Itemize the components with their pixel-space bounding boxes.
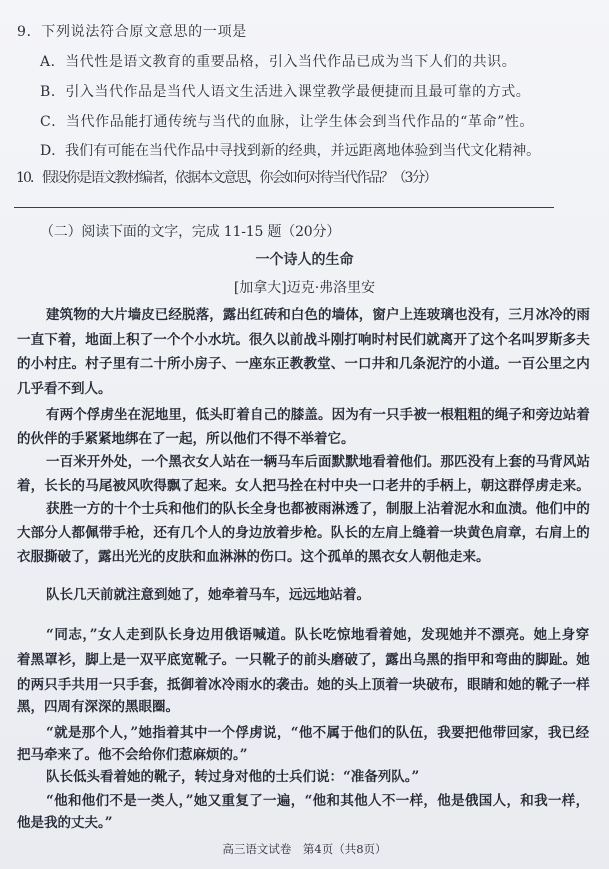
story-line: 的小村庄。村子里有二十所小房子、一座东正教教堂、一口井和几条泥泞的小道。一百公里之内 bbox=[17, 356, 590, 372]
story-line: 有两个俘虏坐在泥地里，低头盯着自己的膝盖。因为有一只手被一根粗粗的绳子和旁边站着 bbox=[46, 407, 590, 423]
question-9-option-c: C．当代作品能打通传统与当代的血脉，让学生体会到当代作品的“革命”性。 bbox=[40, 114, 535, 130]
question-9-stem: 9．下列说法符合原文意思的一项是 bbox=[17, 24, 247, 40]
story-line: 获胜一方的十个士兵和他们的队长全身也都被雨淋透了，制服上沾着泥水和血渍。他们中的 bbox=[46, 501, 590, 517]
question-9-option-a: A．当代性是语文教育的重要品格，引入当代作品已成为当下人们的共识。 bbox=[40, 54, 517, 70]
story-line: 建筑物的大片墙皮已经脱落，露出红砖和白色的墙体，窗户上连玻璃也没有，三月冰冷的雨 bbox=[46, 307, 590, 323]
story-line: “就是那个人，”她指着其中一个俘虏说，“他不属于他们的队伍，我要把他带回家，我已经 bbox=[46, 725, 590, 741]
story-line: 的两只手共用一只手套，抵御着冰冷雨水的袭击。她的头上顶着一块破布，眼睛和她的靴子一样 bbox=[17, 677, 590, 693]
story-line: 大部分人都佩带手枪，还有几个人的身边放着步枪。队长的左肩上缝着一块黄色肩章，右肩上的 bbox=[17, 525, 590, 541]
story-line: 几乎看不到人。 bbox=[17, 381, 112, 397]
story-line: 衣服撕破了，露出光光的皮肤和血淋淋的伤口。这个孤单的黑衣女人朝他走来。 bbox=[17, 549, 490, 565]
story-line: 着，长长的马尾被风吹得飘了起来。女人把马拴在村中央一口老井的手柄上，朝这群俘虏走来。 bbox=[17, 478, 590, 494]
story-line: 着黑罩衫，脚上是一双平底宽靴子。一只靴子的前头磨破了，露出乌黑的指甲和弯曲的脚趾。她 bbox=[17, 652, 590, 668]
section-header: （二）阅读下面的文字，完成 11-15 题（20分） bbox=[40, 224, 341, 240]
story-line: 队长几天前就注意到她了，她牵着马车，远远地站着。 bbox=[46, 587, 370, 603]
story-line: 黑，四周有深深的黑眼圈。 bbox=[17, 699, 179, 715]
question-10: 10．假设你是语文教材编者，依据本文意思，你会如何对待当代作品？（3分） bbox=[16, 170, 436, 186]
story-line: “同志，”女人走到队长身边用俄语喊道。队长吃惊地看着她，发现她并不漂亮。她上身穿 bbox=[46, 627, 590, 643]
story-author: [加拿大]迈克·弗洛里安 bbox=[233, 280, 376, 296]
story-line: “他和他们不是一类人，”她又重复了一遍，“他和其他人不一样，他是俄国人，和我一样， bbox=[46, 793, 590, 809]
story-line: 一百米开外处，一个黑衣女人站在一辆马车后面默默地看着他们。那匹没有上套的马背风站 bbox=[46, 454, 590, 470]
question-9-option-d: D．我们有可能在当代作品中寻找到新的经典，并远距离地体验到当代文化精神。 bbox=[40, 143, 541, 159]
story-title: 一个诗人的生命 bbox=[255, 252, 354, 268]
page-footer: 高三语文试卷 第4页（共8页） bbox=[222, 842, 387, 856]
story-line: 把马牵来了。他不会给你们惹麻烦的。” bbox=[17, 747, 248, 763]
story-line: 的伙伴的手紧紧地绑在了一起，所以他们不得不举着它。 bbox=[17, 431, 355, 447]
story-line: 队长低头看着她的靴子，转过身对他的士兵们说：“准备列队。” bbox=[46, 769, 420, 785]
question-9-option-b: B．引入当代作品是当代人语文生活进入课堂教学最便捷而且最可靠的方式。 bbox=[40, 84, 531, 100]
story-line: 他是我的丈夫。” bbox=[17, 815, 113, 831]
story-line: 一直下着，地面上积了一个个小水坑。很久以前战斗刚打响时村民们就离开了这个名叫罗斯多夫 bbox=[17, 332, 590, 348]
section-divider bbox=[14, 207, 554, 208]
